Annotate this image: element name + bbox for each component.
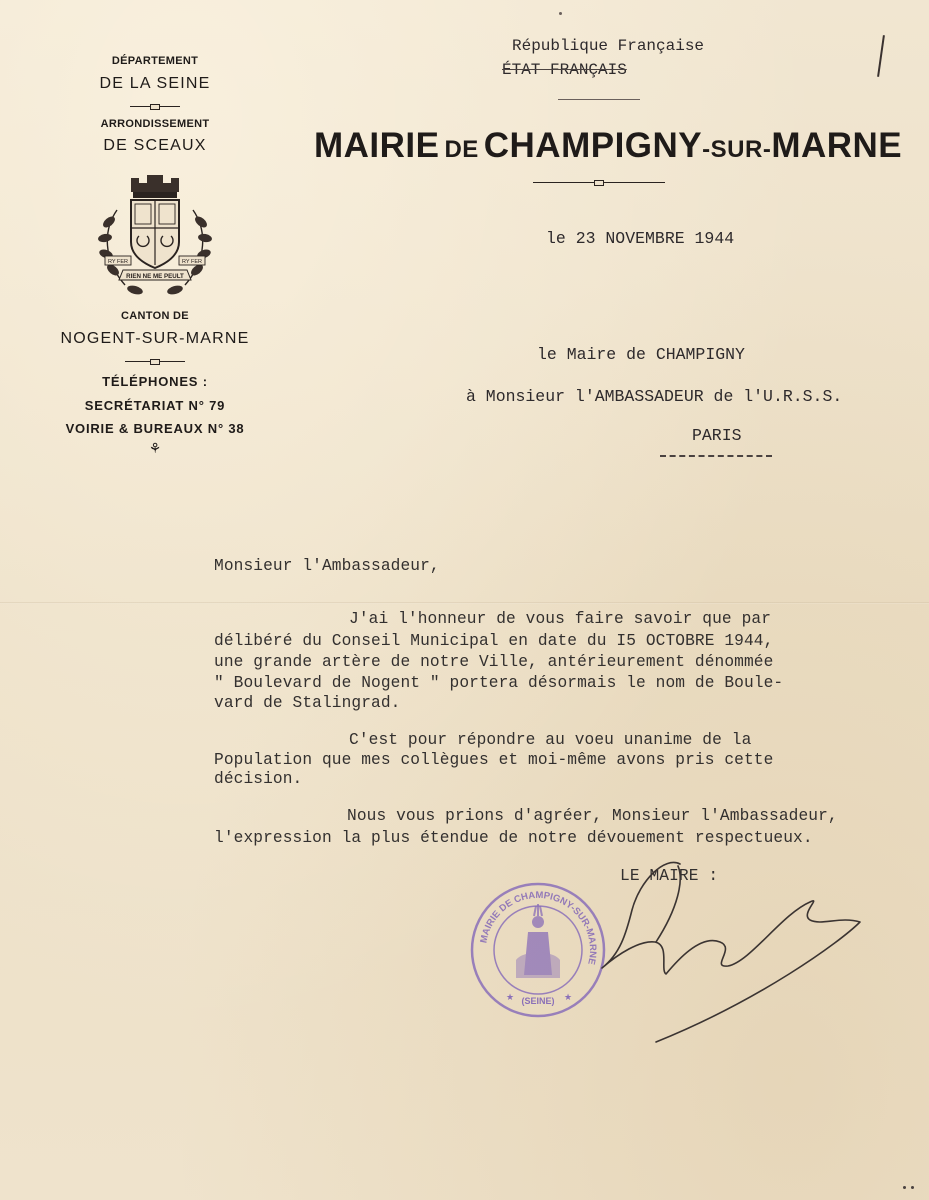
coat-of-arms (95, 170, 215, 305)
city-underline (660, 455, 772, 457)
recipient-line: à Monsieur l'AMBASSADEUR de l'U.R.S.S. (466, 387, 843, 406)
page-title: MAIRIE DE CHAMPIGNY-SUR-MARNE (314, 126, 903, 165)
paragraph-2-line-2: Population que mes collègues et moi-même avons pris cette (214, 751, 774, 769)
mayor-signature (560, 850, 880, 1050)
paper-speck (559, 12, 562, 15)
arrondissement-label: ARRONDISSEMENT (100, 118, 210, 130)
arrondissement-name: DE SCEAUX (103, 137, 207, 154)
department-name: DE LA SEINE (99, 75, 211, 92)
fleuron-ornament: ⚘ (148, 440, 162, 456)
paper-speck (903, 1186, 906, 1189)
letterhead-rule-ornament (150, 359, 160, 365)
paragraph-2-line-3: décision. (214, 770, 303, 788)
crest-motto: RIEN NE ME PEULT (126, 273, 184, 280)
recipient-city: PARIS (692, 426, 742, 445)
paragraph-1-line-2: délibéré du Conseil Municipal en date du I5 OCTOBRE 1944, (214, 632, 774, 650)
sender-line: le Maire de CHAMPIGNY (537, 345, 745, 364)
phone-secretariat: SECRÉTARIAT N° 79 (84, 398, 226, 413)
canton-label: CANTON DE (121, 310, 189, 322)
paragraph-3-line-1: Nous vous prions d'agréer, Monsieur l'Ambassadeur, (347, 807, 838, 825)
paragraph-1-line-5: vard de Stalingrad. (214, 694, 401, 712)
phone-voirie: VOIRIE & BUREAUX N° 38 (65, 421, 245, 436)
svg-text:★: ★ (564, 992, 573, 1002)
stamp-ring-text: MAIRIE DE CHAMPIGNY-SUR-MARNE (478, 889, 599, 966)
crest-band-left: RY FER (108, 259, 128, 265)
letter-date: le 23 NOVEMBRE 1944 (546, 229, 735, 248)
etat-francais-line: ÉTAT FRANÇAIS (502, 61, 627, 79)
paper-fold-line (0, 602, 929, 604)
crest-band-right: RY FER (182, 259, 202, 265)
republic-line: République Française (512, 37, 705, 55)
stamp-bottom-text: (SEINE) (521, 996, 555, 1006)
margin-pen-mark (877, 35, 885, 77)
salutation: Monsieur l'Ambassadeur, (214, 557, 440, 575)
paragraph-1-line-4: " Boulevard de Nogent " portera désormais le nom de Boule- (214, 674, 784, 692)
signoff-label: LE MAIRE : (620, 867, 719, 885)
paragraph-2-line-1: C'est pour répondre au voeu unanime de la (349, 731, 752, 749)
title-rule-ornament (594, 180, 604, 186)
department-label: DÉPARTEMENT (111, 55, 199, 67)
paragraph-1-line-3: une grande artère de notre Ville, antérieurement dénommée (214, 653, 774, 671)
paragraph-3-line-2: l'expression la plus étendue de notre dévouement respectueux. (214, 829, 813, 847)
phones-label: TÉLÉPHONES : (102, 374, 208, 389)
header-underline (558, 99, 640, 100)
paragraph-1-line-1: J'ai l'honneur de vous faire savoir que par (349, 610, 772, 628)
svg-text:★: ★ (506, 992, 515, 1002)
canton-name: NOGENT-SUR-MARNE (60, 330, 250, 347)
letterhead-rule-ornament (150, 104, 160, 110)
paper-speck (911, 1186, 914, 1189)
